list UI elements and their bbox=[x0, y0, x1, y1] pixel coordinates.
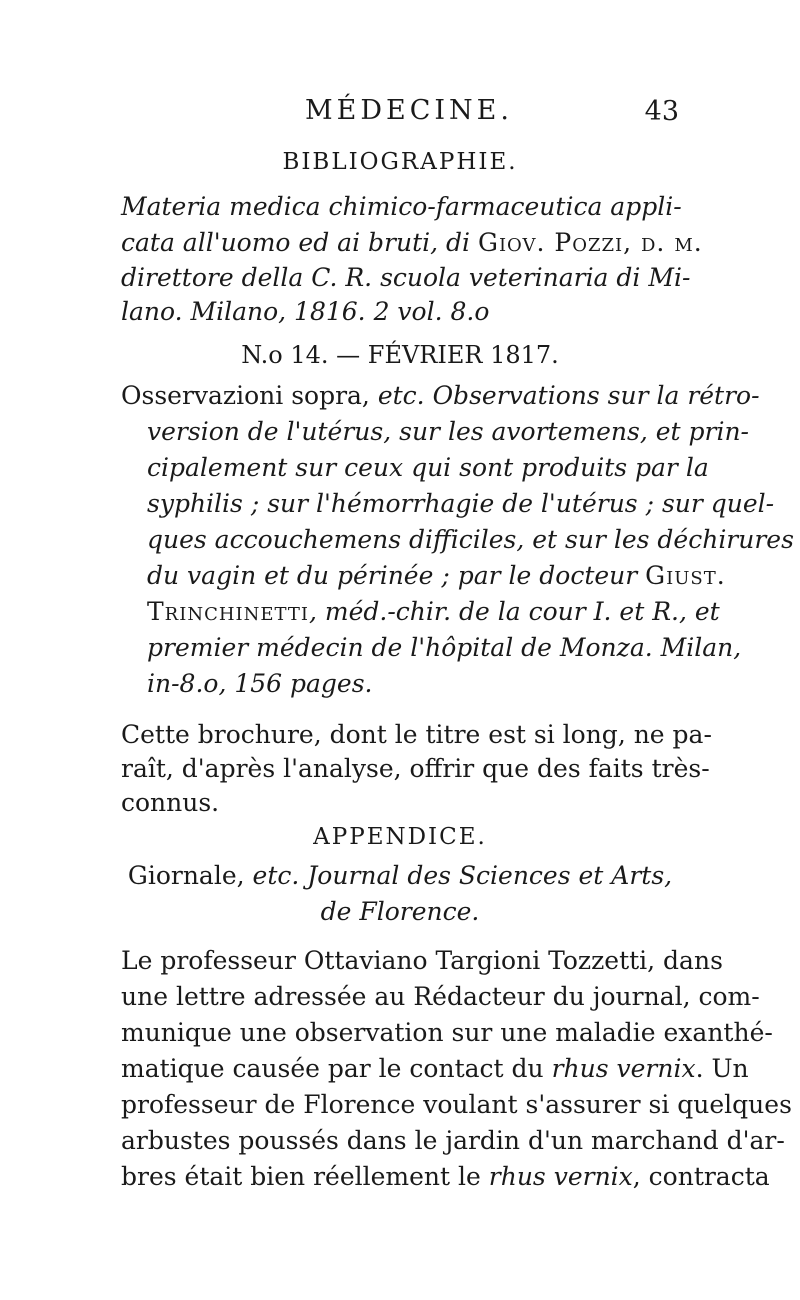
entry-text: Giornale, bbox=[127, 861, 253, 890]
paragraph-line: Le professeur Ottaviano Targioni Tozzetti, dans bbox=[121, 946, 723, 975]
entry-line: premier médecin de l'hôpital de Monza. Milan, bbox=[147, 633, 742, 662]
entry-text: etc. Journal des Sciences et Arts, bbox=[252, 861, 673, 890]
entry-line: version de l'utérus, sur les avortemens, et prin- bbox=[147, 417, 750, 446]
paragraph-line bbox=[121, 1162, 770, 1192]
species-name: rhus vernix bbox=[488, 1162, 633, 1191]
entry-line bbox=[147, 561, 726, 591]
paragraph-line bbox=[121, 1054, 749, 1084]
entry-text: matique causée par le contact du bbox=[121, 1054, 552, 1083]
section-heading-appendice: APPENDICE. bbox=[313, 824, 487, 850]
entry-text: . Un bbox=[695, 1054, 749, 1083]
author-name: Giust. bbox=[645, 561, 726, 590]
entry-text: Osservazioni sopra, bbox=[121, 381, 378, 410]
journal-title-line bbox=[100, 861, 700, 891]
entry-line bbox=[121, 381, 760, 411]
paragraph-line: arbustes poussés dans le jardin d'un marchand d'ar- bbox=[121, 1126, 785, 1155]
paragraph-line: munique une observation sur une maladie exanthé- bbox=[121, 1018, 773, 1047]
entry-line: in-8.o, 156 pages. bbox=[147, 669, 373, 698]
entry-line: lano. Milano, 1816. 2 vol. 8.o bbox=[121, 297, 490, 326]
species-name: rhus vernix bbox=[551, 1054, 696, 1083]
entry-line: cipalement sur ceux qui sont produits par la bbox=[147, 453, 709, 482]
entry-text: , méd.-chir. de la cour I. et R., et bbox=[309, 597, 720, 626]
entry-text: , d. m. bbox=[623, 228, 703, 257]
paragraph-line: une lettre adressée au Rédacteur du journal, com- bbox=[121, 982, 760, 1011]
page-number: 43 bbox=[644, 96, 679, 127]
running-title: MÉDECINE. bbox=[305, 95, 513, 126]
author-name: Giov. Pozzi bbox=[477, 228, 624, 257]
issue-heading: N.o 14. — FÉVRIER 1817. bbox=[241, 341, 559, 369]
author-name: Trinchinetti bbox=[147, 597, 310, 626]
entry-text: , contracta bbox=[632, 1162, 770, 1191]
paragraph-line: Cette brochure, dont le titre est si long, ne pa- bbox=[121, 720, 712, 749]
paragraph-line: connus. bbox=[121, 788, 220, 817]
entry-text: cata all'uomo ed ai bruti, di bbox=[121, 228, 478, 257]
entry-line: Materia medica chimico-farmaceutica appli- bbox=[121, 192, 682, 221]
entry-line bbox=[147, 597, 720, 627]
entry-text: bres était bien réellement le bbox=[121, 1162, 489, 1191]
entry-text: etc. Observations sur la rétro- bbox=[377, 381, 760, 410]
entry-line: direttore della C. R. scuola veterinaria di Mi- bbox=[121, 263, 691, 292]
entry-line: syphilis ; sur l'hémorrhagie de l'utérus ; sur quel- bbox=[147, 489, 775, 518]
journal-title-line: de Florence. bbox=[320, 897, 480, 926]
entry-text: du vagin et du périnée ; par le docteur bbox=[147, 561, 646, 590]
paragraph-line: professeur de Florence voulant s'assurer si quelques bbox=[121, 1090, 792, 1119]
entry-line bbox=[121, 228, 703, 258]
paragraph-line: raît, d'après l'analyse, offrir que des faits très- bbox=[121, 754, 710, 783]
entry-line: ques accouchemens difficiles, et sur les déchirures bbox=[147, 525, 794, 554]
section-heading-bibliographie: BIBLIOGRAPHIE. bbox=[282, 149, 518, 175]
